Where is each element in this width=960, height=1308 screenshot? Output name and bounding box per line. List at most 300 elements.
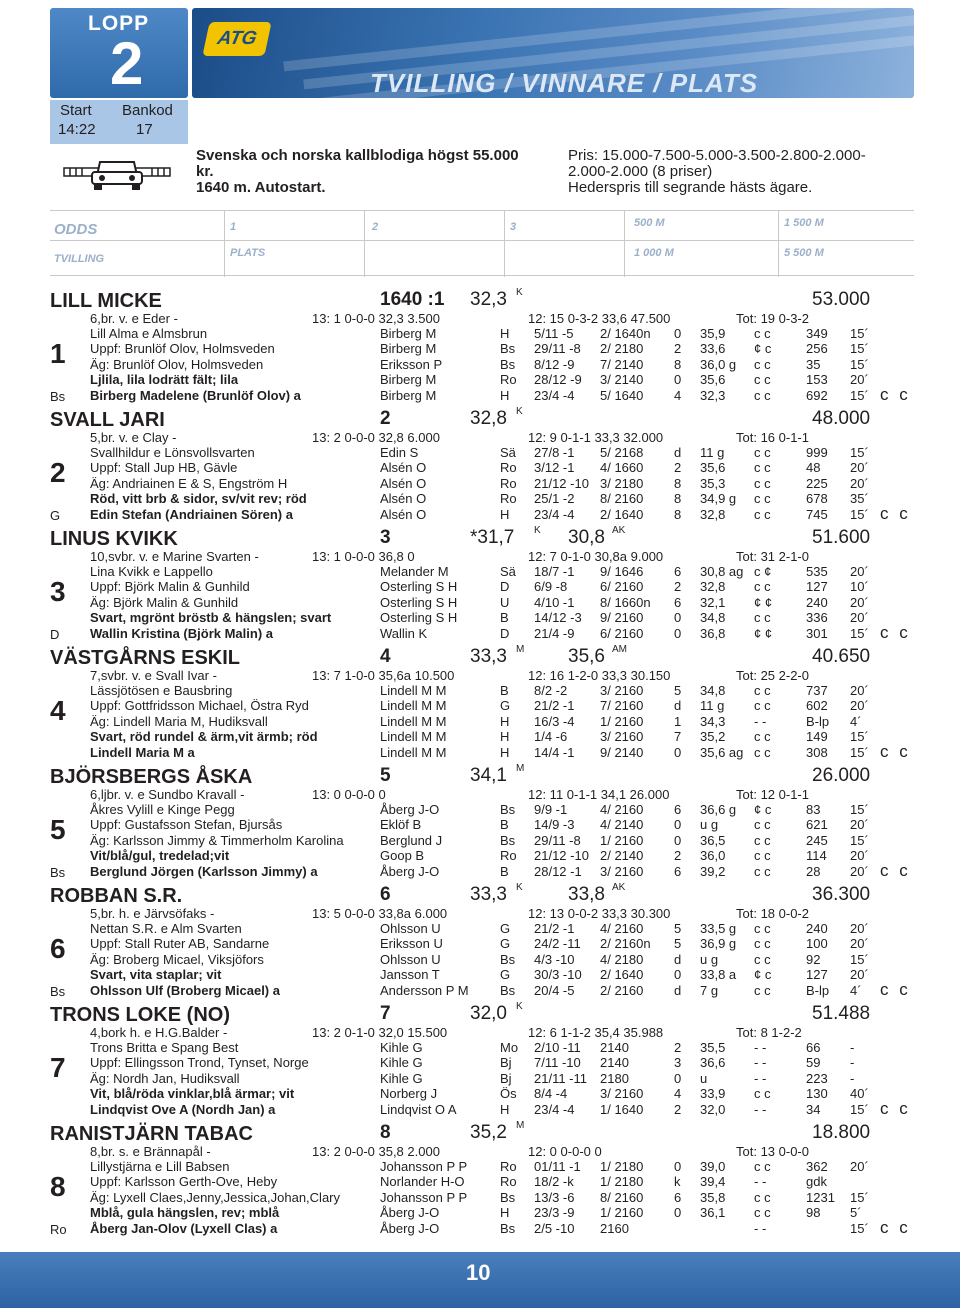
start-row-2-col-10: 20´	[850, 460, 869, 476]
start-row-5-col-10: 15´	[850, 506, 869, 522]
start-row-4-col-5: 2/ 2140	[600, 848, 644, 864]
start-row-2-col-8: ¢ c	[754, 341, 772, 357]
start-row-1-col-3: Mo	[500, 1040, 519, 1055]
start-row-1-col-8: - -	[754, 1040, 767, 1055]
start-row-5-col-4: 23/4 -4	[534, 387, 575, 403]
start-row-3-col-5: 8/ 1660n	[600, 594, 651, 610]
start-row-5-col-5: 1/ 1640	[600, 1101, 644, 1117]
start-row-3-col-7: 35,3	[700, 475, 726, 491]
start-row-3-col-7: 34,3	[700, 713, 726, 729]
start-row-3-col-6: 8	[674, 356, 682, 372]
start-row-4-col-1: Röd, vitt brb & sidor, sv/vit rev; röd	[90, 491, 307, 507]
track-value: 17	[136, 121, 153, 138]
start-row-3-col-2: Alsén O	[380, 475, 427, 491]
lopp-number: 2	[110, 30, 144, 97]
start-row-3-col-1: Äg: Brunlöf Olov, Holmsveden	[90, 356, 264, 372]
start-row-3-col-5: 1/ 2160	[600, 713, 644, 729]
horse-number: 8	[50, 1171, 66, 1202]
horse-name: BJÖRSBERGS ÅSKA	[50, 766, 253, 788]
start-row-3-col-3: Bs	[500, 1189, 516, 1205]
start-row-2-col-7: 35,6	[700, 460, 726, 476]
start-row-4-col-8: c c	[754, 1086, 771, 1102]
start-row-3-col-9: 92	[806, 951, 821, 967]
start-row-3-col-9: 245	[806, 832, 828, 848]
start-row-2-col-9: 621	[806, 817, 828, 833]
start-row-5-col-3: D	[500, 625, 510, 641]
start-row-2-col-1: Uppf: Gustafsson Stefan, Bjursås	[90, 817, 283, 833]
start-row-3-col-8: c c	[754, 832, 771, 848]
start-row-5-col-1: Edin Stefan (Andriainen Sören) a	[90, 506, 293, 522]
start-time: 14:22	[58, 121, 96, 138]
start-row-4-col-1: Svart, mgrönt bröstb & hängslen; svart	[90, 610, 332, 626]
start-row-3-col-6: d	[674, 951, 682, 967]
horse-record-13: 13: 0 0-0-0 0	[312, 787, 386, 802]
start-row-3-col-7: u	[700, 1070, 708, 1086]
start-row-3-col-2: Kihle G	[380, 1070, 423, 1086]
start-row-3-col-8: c c	[754, 356, 771, 372]
start-row-5-col-1: Åberg Jan-Olov (Lyxell Clas) a	[90, 1220, 278, 1236]
start-row-3-col-5: 3/ 2180	[600, 475, 644, 491]
start-row-3-col-10: 15´	[850, 951, 869, 967]
horse-info: 4,bork h. e H.G.Balder -	[90, 1025, 228, 1040]
start-row-2-col-6: 5	[674, 936, 682, 952]
start-row-1-col-5: 2/ 1640n	[600, 326, 651, 341]
start-row-3-col-8: c c	[754, 951, 771, 967]
start-row-1-col-2: Åberg J-O	[380, 802, 440, 817]
start-row-5-col-4: 23/4 -4	[534, 1101, 575, 1117]
start-row-2-col-5: 2/ 2180	[600, 341, 644, 357]
start-row-4-col-7: 34,9 g	[700, 491, 737, 507]
start-row-5-col-10: 20´	[850, 863, 869, 879]
start-row-3-col-1: Äg: Broberg Micael, Viksjöfors	[90, 951, 264, 967]
horse-record-13: 13: 5 0-0-0 33,8a 6.000	[312, 906, 448, 921]
start-row-5-col-6: 4	[674, 387, 682, 403]
race-prize-3: Hederspris till segrande hästs ägare.	[568, 179, 813, 196]
horse-number: 7	[50, 1052, 66, 1083]
start-row-4-col-2: Åberg J-O	[380, 1205, 440, 1221]
horse-earnings: 18.800	[812, 1122, 871, 1143]
start-row-1-col-9: 349	[806, 326, 828, 341]
start-row-4-col-10: 20´	[850, 372, 869, 388]
start-row-4-col-6: 7	[674, 729, 682, 745]
start-row-4-col-1: Svart, röd rundel & ärm,vit ärmb; röd	[90, 729, 318, 745]
start-row-2-col-10: 20´	[850, 936, 869, 952]
start-row-1-col-5: 4/ 2160	[600, 802, 644, 817]
horse-best-time: 32,0	[470, 1003, 507, 1024]
horse-record-total: Tot: 12 0-1-1	[736, 787, 809, 802]
start-row-1-col-7: 35,5	[700, 1040, 726, 1055]
start-row-2-col-1: Uppf: Brunlöf Olov, Holmsveden	[90, 341, 275, 357]
start-row-3-col-1: Äg: Lindell Maria M, Hudiksvall	[90, 713, 268, 729]
start-row-4-col-4: 21/12 -10	[534, 848, 589, 864]
start-row-3-col-1: Äg: Andriainen E & S, Engström H	[90, 475, 288, 491]
start-row-3-col-8: c c	[754, 1189, 771, 1205]
horse-best-time: 35,2	[470, 1122, 507, 1143]
start-row-3-col-1: Äg: Karlsson Jimmy & Timmerholm Karolina	[90, 832, 344, 848]
start-row-5-col-10: 15´	[850, 744, 869, 760]
start-row-2-col-5: 7/ 2160	[600, 698, 644, 714]
start-row-5-col-9: 301	[806, 625, 828, 641]
start-row-2-col-1: Uppf: Stall Ruter AB, Sandarne	[90, 936, 270, 952]
start-row-4-col-3: Ro	[500, 372, 517, 388]
lopp-box	[50, 8, 188, 98]
start-row-1-col-7: 39,0	[700, 1159, 726, 1174]
horse-best-time: *31,7	[470, 527, 515, 548]
autostart-car-icon	[62, 150, 172, 194]
start-row-5-col-4: 2/5 -10	[534, 1220, 575, 1236]
start-row-2-col-7: 32,8	[700, 579, 726, 595]
start-row-5-col-2: Andersson P M	[380, 982, 469, 998]
start-row-4-col-4: 28/12 -9	[534, 372, 582, 388]
start-row-2-col-2: Lindell M M	[380, 698, 447, 714]
start-row-1-col-6: 0	[674, 326, 682, 341]
start-row-2-col-4: 29/11 -8	[534, 341, 581, 357]
start-row-4-col-2: Birberg M	[380, 372, 437, 388]
start-row-3-col-2: Berglund J	[380, 832, 443, 848]
start-row-5-col-10: 15´	[850, 1220, 869, 1236]
horse-info: 6,ljbr. v. e Sundbo Kravall -	[90, 787, 245, 802]
plats-label: PLATS	[230, 247, 266, 259]
start-row-5-col-10: 15´	[850, 625, 869, 641]
start-row-2-col-3: G	[500, 936, 511, 952]
start-row-4-col-9: 149	[806, 729, 828, 745]
start-row-5-col-2: Lindell M M	[380, 744, 447, 760]
horse-sulky-icons: c c	[880, 742, 911, 761]
start-row-4-col-1: Ljlila, lila lodrätt fält; lila	[90, 372, 239, 388]
start-row-2-col-4: 14/9 -3	[534, 817, 575, 833]
start-row-5-col-5: 3/ 2160	[600, 863, 644, 879]
start-row-5-col-7: 32,3	[700, 387, 726, 403]
start-row-5-col-2: Åberg J-O	[380, 863, 440, 879]
start-row-5-col-1: Wallin Kristina (Björk Malin) a	[90, 625, 273, 641]
start-row-1-col-9: 83	[806, 802, 821, 817]
start-row-2-col-1: Uppf: Gottfridsson Michael, Östra Ryd	[90, 698, 309, 714]
start-row-1-col-8: c ¢	[754, 564, 772, 579]
start-row-5-col-2: Lindqvist O A	[380, 1101, 457, 1117]
horse-best-auto-time: 35,6	[568, 646, 605, 667]
start-row-1-col-3: H	[500, 326, 510, 341]
start-row-4-col-5: 9/ 2160	[600, 610, 644, 626]
horse-name: RANISTJÄRN TABAC	[50, 1123, 253, 1145]
start-row-1-col-8: ¢ c	[754, 802, 772, 817]
start-row-5-col-2: Åberg J-O	[380, 1220, 440, 1236]
start-row-5-col-1: Berglund Jörgen (Karlsson Jimmy) a	[90, 863, 318, 879]
horse-name: LINUS KVIKK	[50, 528, 178, 550]
horse-startpos: 2	[380, 408, 391, 429]
start-row-4-col-9: 153	[806, 372, 828, 388]
start-row-2-col-9: 100	[806, 936, 828, 952]
start-row-2-col-8: c c	[754, 579, 771, 595]
start-row-4-col-2: Jansson T	[380, 967, 440, 983]
start-row-1-col-8: c c	[754, 445, 771, 460]
horse-number: 1	[50, 338, 66, 369]
start-row-2-col-1: Uppf: Stall Jup HB, Gävle	[90, 460, 238, 476]
start-row-1-col-2: Melander M	[380, 564, 449, 579]
start-row-5-col-1: Birberg Madelene (Brunlöf Olov) a	[90, 387, 301, 403]
start-row-1-col-5: 4/ 2160	[600, 921, 644, 936]
horse-best-time-type: M	[516, 644, 525, 655]
start-row-4-col-3: Ro	[500, 491, 517, 507]
start-row-2-col-6: 2	[674, 460, 682, 476]
start-row-4-col-9: 98	[806, 1205, 821, 1221]
start-row-2-col-9: 127	[806, 579, 828, 595]
horse-startpos: 7	[380, 1003, 391, 1024]
start-row-4-col-4: 25/1 -2	[534, 491, 575, 507]
start-row-2-col-1: Uppf: Ellingsson Trond, Tynset, Norge	[90, 1055, 309, 1071]
start-row-1-col-7: 33,5 g	[700, 921, 737, 936]
start-row-3-col-9: 1231	[806, 1189, 835, 1205]
start-row-5-col-4: 20/4 -5	[534, 982, 575, 998]
start-row-2-col-7: u g	[700, 817, 719, 833]
track-label: Bankod	[122, 102, 173, 119]
start-row-4-col-8: c c	[754, 848, 771, 864]
start-row-1-col-3: Bs	[500, 802, 516, 817]
race-header	[0, 0, 960, 144]
horse-record-total: Tot: 25 2-2-0	[736, 668, 809, 683]
start-row-4-col-8: c c	[754, 610, 771, 626]
start-row-4-col-9: 127	[806, 967, 828, 983]
race-desc-2: kr.	[196, 163, 214, 180]
start-row-2-col-6: 2	[674, 341, 682, 357]
start-row-2-col-4: 21/2 -1	[534, 698, 575, 714]
start-row-1-col-2: Lindell M M	[380, 683, 447, 698]
start-row-1-col-3: Ro	[500, 1159, 517, 1174]
start-row-1-col-4: 9/9 -1	[534, 802, 568, 817]
start-row-5-col-1: Lindell Maria M a	[90, 744, 195, 760]
start-row-2-col-5: 4/ 2140	[600, 817, 644, 833]
start-row-4-col-10: 35´	[850, 491, 869, 507]
start-row-5-col-9: 28	[806, 863, 821, 879]
start-row-5-col-4: 14/4 -1	[534, 744, 575, 760]
horse-record-12: 12: 7 0-1-0 30,8a 9.000	[528, 549, 664, 564]
start-row-3-col-5: 8/ 2160	[600, 1189, 644, 1205]
start-row-4-col-6: 0	[674, 1205, 682, 1221]
horse-shoe-code: Ro	[50, 1222, 67, 1237]
start-row-2-col-9: gdk	[806, 1174, 827, 1190]
horse-record-12: 12: 11 0-1-1 34,1 26.000	[528, 787, 670, 802]
start-row-5-col-6: 0	[674, 744, 682, 760]
start-row-4-col-3: H	[500, 729, 510, 745]
race-prize-2: 2.000-2.000 (8 priser)	[568, 163, 713, 180]
start-row-3-col-4: 21/11 -11	[534, 1070, 588, 1086]
start-row-1-col-6: 6	[674, 802, 682, 817]
start-row-3-col-5: 2180	[600, 1070, 629, 1086]
start-row-2-col-8: c c	[754, 936, 771, 952]
start-row-4-col-9: 130	[806, 1086, 828, 1102]
start-row-3-col-2: Osterling S H	[380, 594, 458, 610]
start-row-1-col-10: 15´	[850, 445, 869, 460]
horse-record-total: Tot: 31 2-1-0	[736, 549, 809, 564]
start-row-2-col-9: 256	[806, 341, 828, 357]
start-row-2-col-7: 39,4	[700, 1174, 726, 1190]
start-row-2-col-2: Alsén O	[380, 460, 427, 476]
start-row-4-col-5: 3/ 2140	[600, 372, 644, 388]
odds-col-3: 3	[510, 221, 517, 233]
start-row-1-col-2: Edin S	[380, 445, 419, 460]
start-row-4-col-6: 4	[674, 1086, 682, 1102]
start-row-4-col-3: G	[500, 967, 511, 983]
start-row-4-col-4: 8/4 -4	[534, 1086, 568, 1102]
start-row-5-col-6: 8	[674, 506, 682, 522]
start-row-2-col-10: -	[850, 1055, 855, 1071]
start-row-3-col-1: Äg: Lyxell Claes,Jenny,Jessica,Johan,Clary	[90, 1189, 341, 1205]
start-row-3-col-10: 15´	[850, 1189, 869, 1205]
page-number: 10	[466, 1260, 491, 1285]
start-row-2-col-3: Ro	[500, 460, 517, 476]
start-row-3-col-3: Bs	[500, 832, 516, 848]
horse-earnings: 40.650	[812, 646, 871, 667]
race-prize-1: Pris: 15.000-7.500-5.000-3.500-2.800-2.000-	[568, 147, 866, 164]
start-row-5-col-10: 15´	[850, 387, 869, 403]
start-row-1-col-3: B	[500, 683, 509, 698]
start-row-5-col-8: - -	[754, 1220, 767, 1236]
start-row-3-col-10: 20´	[850, 475, 869, 491]
horse-earnings: 51.488	[812, 1003, 871, 1024]
start-row-5-col-3: H	[500, 1101, 510, 1117]
start-row-1-col-5: 3/ 2160	[600, 683, 644, 698]
start-row-4-col-5: 8/ 2160	[600, 491, 644, 507]
start-row-1-col-10: 20´	[850, 683, 869, 698]
odds-1500m: 1 500 M	[784, 217, 824, 229]
start-row-2-col-5: 1/ 2180	[600, 1174, 644, 1190]
start-row-2-col-8: c c	[754, 817, 771, 833]
start-row-3-col-4: 4/10 -1	[534, 594, 575, 610]
start-row-4-col-4: 30/3 -10	[534, 967, 582, 983]
start-row-1-col-8: c c	[754, 683, 771, 698]
start-row-1-col-7: 11 g	[700, 445, 725, 460]
start-row-1-col-6: 2	[674, 1040, 682, 1055]
start-row-4-col-5: 3/ 2160	[600, 1086, 644, 1102]
start-row-1-col-3: Sä	[500, 445, 516, 460]
horse-info: 7,svbr. v. e Svall Ivar -	[90, 668, 217, 683]
start-row-2-col-2: Kihle G	[380, 1055, 423, 1071]
horse-startpos: 1640 :1	[380, 289, 445, 310]
start-row-5-col-7: 35,6 ag	[700, 744, 744, 760]
start-row-1-col-5: 2140	[600, 1040, 629, 1055]
horse-number: 2	[50, 457, 66, 488]
start-row-1-col-1: Svallhildur e Lönsvollsvarten	[90, 445, 255, 460]
start-row-2-col-3: B	[500, 817, 509, 833]
start-row-4-col-7: 36,0	[700, 848, 726, 864]
horse-number: 5	[50, 814, 66, 845]
start-row-4-col-4: 1/4 -6	[534, 729, 568, 745]
race-desc-1: Svenska och norska kallblodiga högst 55.000	[196, 147, 519, 164]
start-row-5-col-4: 28/12 -1	[534, 863, 582, 879]
start-row-4-col-10: 40´	[850, 1086, 869, 1102]
start-row-2-col-2: Birberg M	[380, 341, 437, 357]
horse-best-auto-type: AK	[612, 525, 626, 536]
start-row-1-col-6: 5	[674, 921, 682, 936]
start-row-1-col-3: Sä	[500, 564, 516, 579]
start-row-3-col-8: - -	[754, 1070, 767, 1086]
horse-best-auto-type: AM	[612, 644, 627, 655]
start-row-5-col-2: Birberg M	[380, 387, 437, 403]
horse-record-13: 13: 2 0-0-0 35,8 2.000	[312, 1144, 440, 1159]
start-row-3-col-1: Äg: Nordh Jan, Hudiksvall	[90, 1070, 240, 1086]
start-row-5-col-5: 2/ 1640	[600, 506, 644, 522]
horse-shoe-code: Bs	[50, 865, 66, 880]
start-row-1-col-9: 535	[806, 564, 828, 579]
start-row-4-col-9: 114	[806, 848, 827, 864]
horse-record-total: Tot: 8 1-2-2	[736, 1025, 802, 1040]
start-row-3-col-4: 21/12 -10	[534, 475, 589, 491]
start-row-5-col-9: 745	[806, 506, 828, 522]
odds-label: ODDS	[54, 221, 98, 238]
start-box	[50, 100, 188, 144]
start-row-5-col-9: 34	[806, 1101, 821, 1117]
horse-best-time-type: K	[516, 1001, 523, 1012]
start-row-4-col-3: Ös	[500, 1086, 517, 1102]
start-row-1-col-7: 34,8	[700, 683, 726, 698]
start-row-3-col-4: 29/11 -8	[534, 832, 581, 848]
start-row-4-col-3: H	[500, 1205, 510, 1221]
start-row-3-col-10: 20´	[850, 594, 869, 610]
start-row-1-col-8: c c	[754, 1159, 771, 1174]
start-row-2-col-10: 20´	[850, 817, 869, 833]
horse-record-12: 12: 13 0-0-2 33,3 30.300	[528, 906, 671, 921]
start-row-4-col-7: 33,9	[700, 1086, 726, 1102]
horse-sulky-icons: c c	[880, 1218, 911, 1237]
start-row-2-col-9: 59	[806, 1055, 821, 1071]
start-row-1-col-4: 2/10 -11	[534, 1040, 581, 1055]
start-row-1-col-4: 01/11 -1	[534, 1159, 581, 1174]
start-row-1-col-9: 66	[806, 1040, 821, 1055]
start-row-3-col-9: 223	[806, 1070, 828, 1086]
start-row-1-col-6: d	[674, 445, 682, 460]
start-row-3-col-3: Bj	[500, 1070, 512, 1086]
start-row-5-col-5: 2160	[600, 1220, 629, 1236]
start-row-5-col-3: H	[500, 744, 510, 760]
start-row-4-col-2: Alsén O	[380, 491, 427, 507]
start-row-1-col-4: 27/8 -1	[534, 445, 575, 460]
horse-sulky-icons: c c	[880, 385, 911, 404]
start-row-3-col-7: 35,8	[700, 1189, 726, 1205]
start-row-2-col-2: Eklöf B	[380, 817, 422, 833]
horse-record-total: Tot: 18 0-0-2	[736, 906, 809, 921]
start-row-1-col-9: 362	[806, 1159, 828, 1174]
horse-info: 10,svbr. v. e Marine Svarten -	[90, 549, 259, 564]
start-row-1-col-10: -	[850, 1040, 855, 1055]
start-row-1-col-9: 737	[806, 683, 828, 698]
start-row-4-col-6: 0	[674, 610, 682, 626]
horse-info: 5,br. v. e Clay -	[90, 430, 177, 445]
horse-number: 6	[50, 933, 66, 964]
horse-record-total: Tot: 16 0-1-1	[736, 430, 809, 445]
start-row-3-col-5: 1/ 2160	[600, 832, 644, 848]
start-row-1-col-4: 8/2 -2	[534, 683, 568, 698]
horse-earnings: 53.000	[812, 289, 871, 310]
start-row-4-col-8: ¢ c	[754, 967, 772, 983]
start-row-1-col-2: Johansson P P	[380, 1159, 468, 1174]
start-row-2-col-5: 2140	[600, 1055, 629, 1071]
odds-grid-row-2	[50, 240, 914, 276]
horse-startpos: 8	[380, 1122, 391, 1143]
horse-record-13: 13: 1 0-0-0 32,3 3.500	[312, 311, 440, 326]
start-row-2-col-8: - -	[754, 1055, 767, 1071]
start-row-4-col-10: 20´	[850, 610, 869, 626]
start-row-2-col-10: 20´	[850, 698, 869, 714]
start-row-4-col-5: 2/ 1640	[600, 967, 644, 983]
start-row-3-col-8: c c	[754, 475, 771, 491]
start-row-2-col-3: Bs	[500, 341, 516, 357]
start-row-4-col-1: Mblå, gula hängslen, rev; mblå	[90, 1205, 280, 1221]
start-row-4-col-1: Vit, blå/röda vinklar,blå ärmar; vit	[90, 1086, 295, 1102]
start-row-2-col-8: c c	[754, 698, 771, 714]
horse-best-time: 32,8	[470, 408, 507, 429]
start-row-1-col-5: 1/ 2180	[600, 1159, 644, 1174]
start-row-3-col-7: u g	[700, 951, 719, 967]
horse-record-13: 13: 2 0-1-0 32,0 15.500	[312, 1025, 448, 1040]
